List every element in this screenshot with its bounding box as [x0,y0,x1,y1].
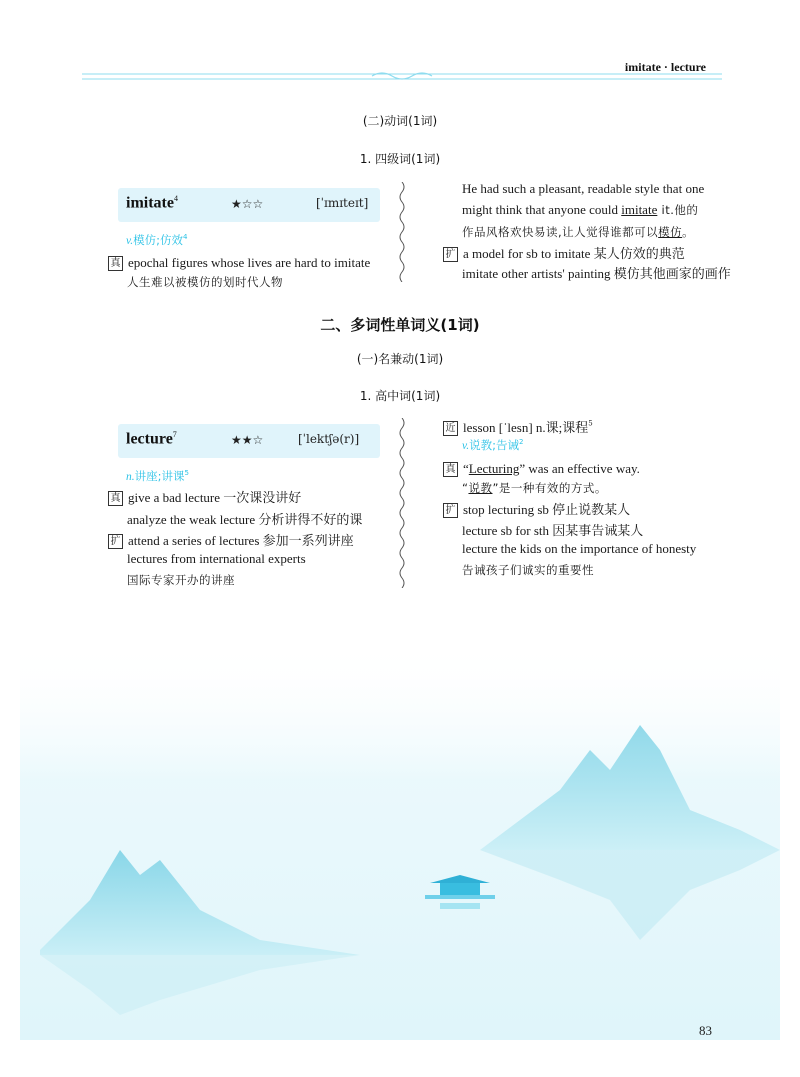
headword-imitate: imitate$^4$ [126,194,178,212]
synonym-line: 近 lesson [ˈlesn] n.课;课程$^5$ [443,417,593,436]
sense-imitate: v.模仿;仿效$^4$ [126,233,188,247]
tag-ext: 扩 [108,534,123,549]
tag-near: 近 [443,421,458,436]
phrase-extended: 扩 a model for sb to imitate 某人仿效的典范 [443,243,685,262]
sense-lecture-verb: v.说教;告诫$^2$ [462,438,524,452]
landscape-illustration [0,620,800,1040]
entry-box-imitate [118,188,380,222]
tag-real: 真 [108,491,123,506]
phrase-extended: lectures from international experts [127,551,306,566]
phonetic: [ˈlektʃə(r)] [298,432,360,446]
phrase-extended: 扩 stop lecturing sb 停止说教某人 [443,499,630,518]
tag-ext: 扩 [443,503,458,518]
sense-lecture-noun: n.讲座;讲课$^5$ [126,469,189,483]
phonetic: [ˈɪmɪteɪt] [316,196,369,210]
sentence-line: He had such a pleasant, readable style that one [462,181,705,196]
level-heading-cet4: 1. 四级词(1词) [359,152,441,166]
difficulty-stars: ★☆☆ [231,197,264,211]
example-real-lecture: 真 give a bad lecture 一次课没讲好 [108,487,301,506]
example-line: analyze the weak lecture 分析讲得不好的课 [127,512,363,527]
phrase-extended: lecture the kids on the importance of honesty [462,541,697,556]
section-heading-multi: 二、多词性单词义(1词) [320,316,480,334]
example-real-imitate: 真 epochal figures whose lives are hard to imitate [108,252,370,271]
entry-box-lecture [118,424,380,458]
difficulty-stars: ★★☆ [231,433,264,447]
page-number: 83 [699,1023,712,1038]
column-divider [397,182,407,282]
sentence-line: might think that anyone could imitate it.他的 [462,202,699,217]
section-heading-verb: (二)动词(1词) [362,114,438,128]
headword-lecture: lecture$^7$ [126,430,177,448]
phrase-translation: 国际专家开办的讲座 [127,573,235,587]
level-heading-highschool: 1. 高中词(1词) [359,389,441,403]
sentence-translation: 作品风格欢快易读,让人觉得谁都可以模仿。 [462,225,695,239]
example-translation: “说教”是一种有效的方式。 [462,481,607,495]
header-decorative-rule [82,70,722,84]
phrase-translation: 告诫孩子们诚实的重要性 [462,563,594,577]
running-header: imitate · lecture [624,60,706,74]
column-divider [397,418,407,588]
phrase-extended: 扩 attend a series of lectures 参加一系列讲座 [108,530,354,549]
tag-ext: 扩 [443,247,458,262]
phrase-extended: lecture sb for sth 因某事告诫某人 [462,523,644,538]
phrase-extended: imitate other artists' painting 模仿其他画家的画作 [462,266,731,281]
tag-real: 真 [108,256,123,271]
example-real-lecture-verb: 真 “Lecturing” was an effective way. [443,458,640,477]
tag-real: 真 [443,462,458,477]
section-heading-noun-verb: (一)名兼动(1词) [356,352,444,366]
example-translation: 人生难以被模仿的划时代人物 [127,275,283,289]
